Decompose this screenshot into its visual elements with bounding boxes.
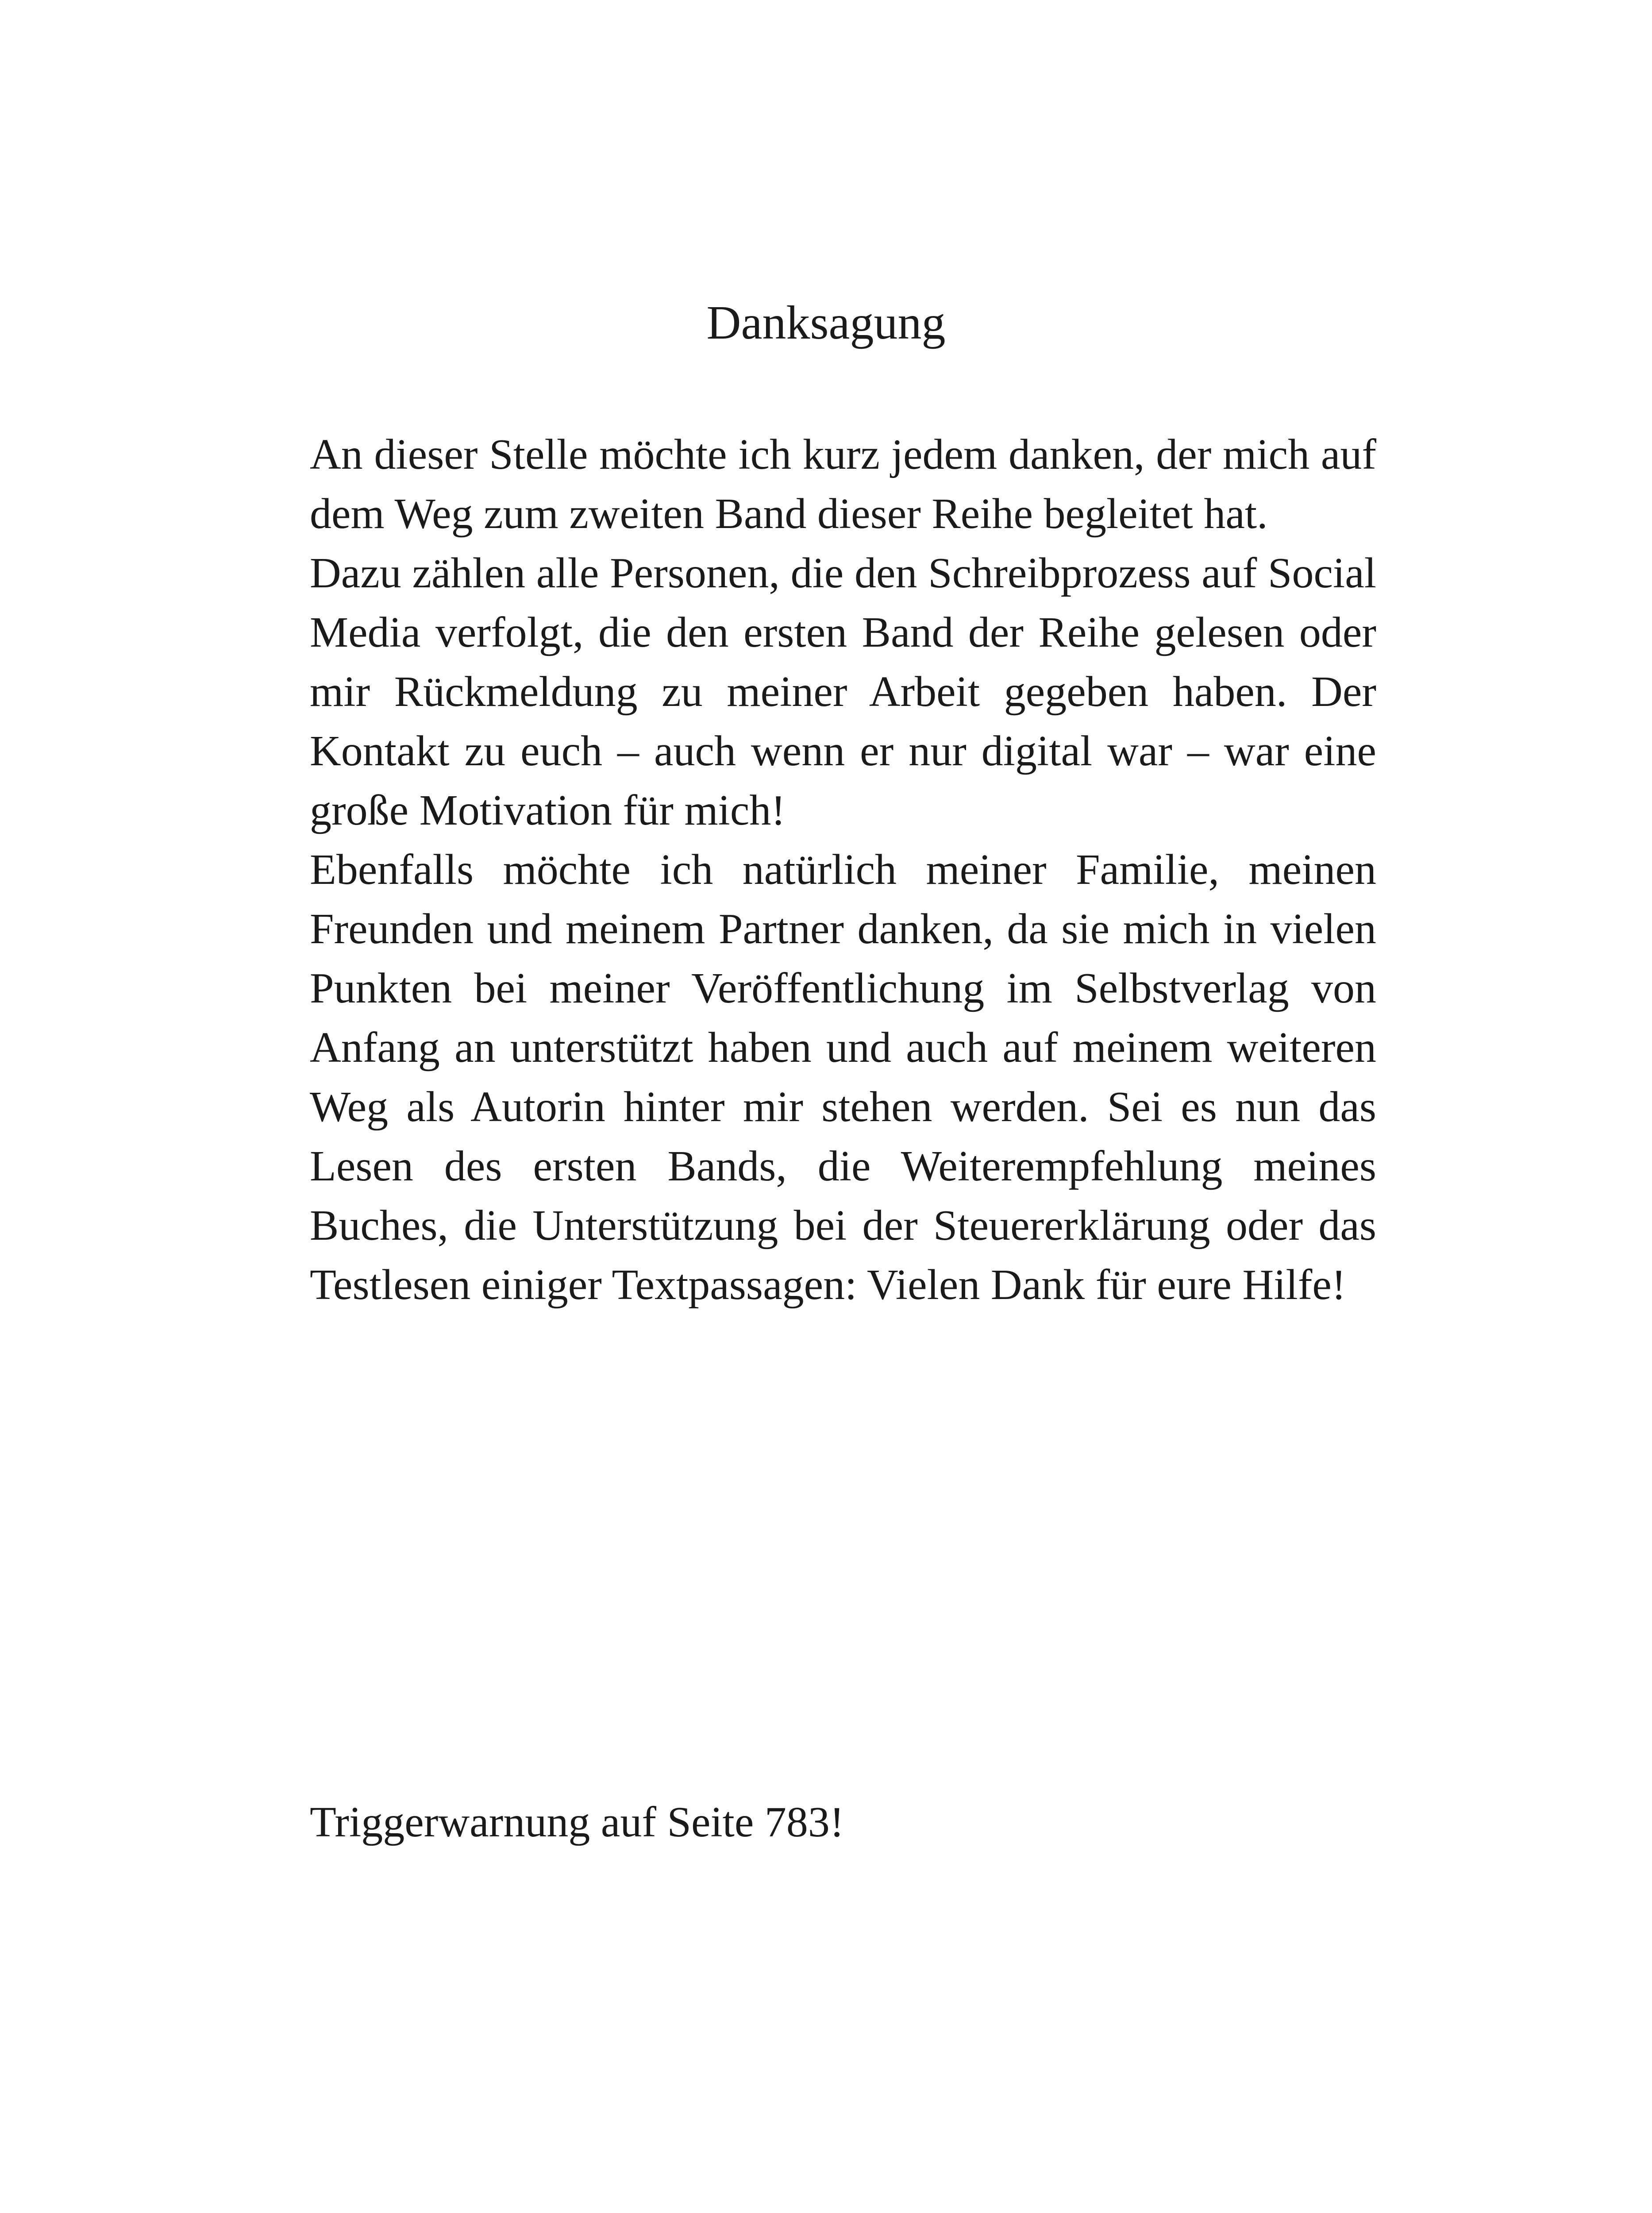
acknowledgement-text [310,425,1376,1315]
paragraph-family: Ebenfalls möchte ich natürlich meiner Familie, meinen Freunden und meinem Partner danken, da sie mich in vielen Punkten bei meiner Veröffentlichung im Selbstverlag von Anfang an unterstützt haben und auch auf meinem weiteren Weg als Autorin hinter mir stehen werden. Sei es nun das Lesen des ersten Bands, die Weiterempfehlung meines Buches, die Unterstützung bei der Steuererklärung oder das Testlesen einiger Textpassagen: Vielen Dank für eure Hilfe! [310,846,1376,1309]
trigger-warning-notice: Triggerwarnung auf Seite 783! [310,1798,844,1846]
page-title: Danksagung [706,297,946,349]
paragraph-intro: An dieser Stelle möchte ich kurz jedem danken, der mich auf dem Weg zum zweiten Band dieser Reihe begleitet hat. [310,431,1376,538]
paragraph-readers: Dazu zählen alle Personen, die den Schreibprozess auf Social Media verfolgt, die den ersten Band der Reihe gelesen oder mir Rückmeldung zu meiner Arbeit gegeben haben. Der Kontakt zu euch – auch wenn er nur digital war – war eine große Motivation für mich! [310,549,1376,834]
